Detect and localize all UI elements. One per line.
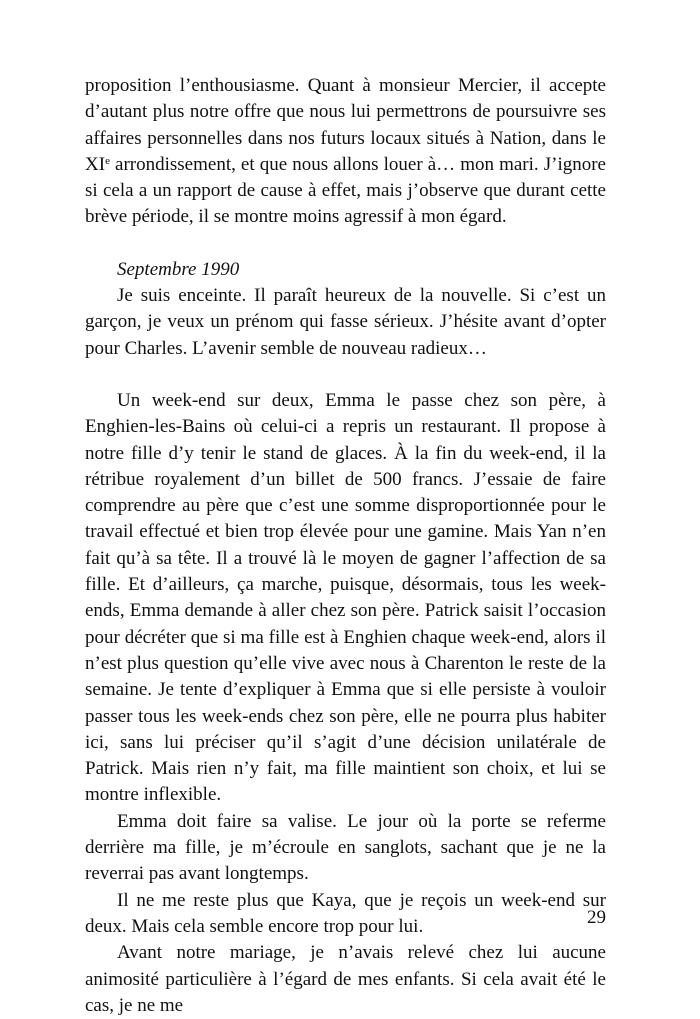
- paragraph: Je suis enceinte. Il paraît heureux de la nouvelle. Si c’est un garçon, je veux un prénom qui fasse sérieux. J’hésite avant d’opter pour Charles. L’avenir semble de nouveau radieux…: [85, 285, 606, 359]
- page-number: 29: [587, 907, 606, 928]
- paragraph-text: arrondissement, et que nous allons louer à… mon mari. J’ignore si cela a un rapport de cause à effet, mais j’observe que durant cette brève période, il se montre moins agressif à mon égard.: [85, 153, 606, 228]
- paragraph: Avant notre mariage, je n’avais relevé chez lui aucune animosité particulière à l’égard de mes enfants. Si cela avait été le cas, je ne me: [85, 942, 606, 1016]
- paragraph: Un week-end sur deux, Emma le passe chez son père, à Enghien-les-Bains où celui-ci a repris un restaurant. Il propose à notre fille d’y tenir le stand de glaces. À la fin du week-end, il la rétribue royalement d’un billet de 500 francs. J’essaie de faire comprendre au père que c’est une somme disproportionnée pour le travail effectué et bien trop élevée pour une gamine. Mais Yan n’en fait qu’à sa tête. Il a trouvé là le moyen de gagner l’affection de sa fille. Et d’ailleurs, ça marche, puisque, désormais, tous les week-ends, Emma demande à aller chez son père. Patrick saisit l’occasion pour décréter que si ma fille est à Enghien chaque week-end, alors il n’est plus question qu’elle vive avec nous à Charenton le reste de la semaine. Je tente d’expliquer à Emma que si elle persiste à vouloir passer tous les week-ends chez son père, elle ne pourra plus habiter ici, sans lui préciser qu’il s’agit d’une décision unilatérale de Patrick. Mais rien n’y fait, ma fille maintient son choix, et lui se montre inflexible.: [85, 389, 606, 806]
- paragraph: Emma doit faire sa valise. Le jour où la porte se referme derrière ma fille, je m’écroule en sanglots, sachant que je ne la reverrai pas avant longtemps.: [85, 810, 606, 885]
- page-body: [85, 73, 606, 1019]
- ordinal-superscript: e: [105, 154, 110, 167]
- paragraph-text: proposition l’enthousiasme. Quant à monsieur Mercier, il accepte d’autant plus notre offre que nous lui permettrons de poursuivre ses affaires personnelles dans nos futurs locaux situés à Nation, dans le XI: [85, 75, 606, 175]
- paragraph: Il ne me reste plus que Kaya, que je reçois un week-end sur deux. Mais cela semble encore trop pour lui.: [85, 889, 606, 937]
- paragraph-continuation: [85, 73, 606, 231]
- section-dateline: Septembre 1990: [117, 258, 240, 280]
